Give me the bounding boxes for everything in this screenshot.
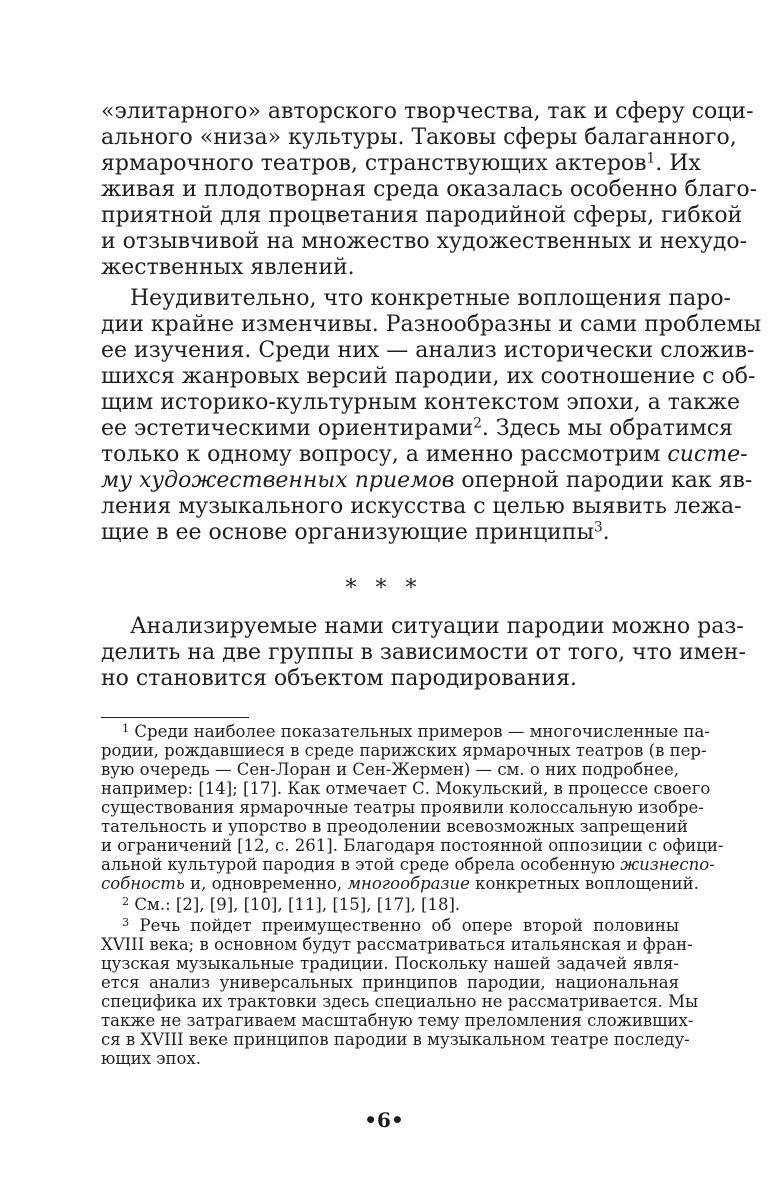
body-line: дии крайне изменчивы. Разнообразны и сами проблемы [101,312,762,337]
italic-term: многообразие [347,874,470,893]
body-line: приятной для процветания пародийной сферы, гибкой [101,203,743,228]
body-line: делить на две группы в зависимости от того, что имен- [101,640,746,665]
body-line: щие в ее основе организующие принципы$^3$. [101,519,610,545]
italic-term: му художественных приемов [101,468,455,493]
footnote-line: $^3$ Речь пойдет преимущественно об опере второй половины [122,915,679,935]
italic-term: собность [101,874,185,893]
footnote-line: ющих эпох. [101,1049,201,1068]
footnote-ref-1: 1 [646,150,656,167]
footnote-line: собность и, одновременно, многообразие конкретных воплощений. [101,874,699,893]
body-line: ярмарочного театров, странствующих актеров$^1$. Их [101,150,701,176]
body-line: но становится объектом пародирования. [101,666,577,691]
footnote-line: существования ярмарочные театры проявили колоссальную изобре- [101,798,704,817]
footnote-line: тательность и упорство в преодолении всевозможных запрещений [101,817,688,836]
footnote-ref-3: 3 [594,519,603,536]
body-line: ее изучения. Среди них — анализ исторически сложив- [101,338,755,363]
body-line: живая и плодотворная среда оказалась особенно благо- [101,177,758,202]
body-line: му художественных приемов оперной пародии как яв- [101,468,753,493]
footnote-line: ся в XVIII веке принципов пародии в музыкальном театре последу- [101,1030,690,1049]
section-separator: * * * [345,576,423,601]
italic-term: систе- [667,442,748,467]
footnote-line: альной культурой пародия в этой среде обрела особенную жизнеспо- [101,855,715,874]
footnote-number: 3 [122,915,130,929]
footnote-line: вую очередь — Сен-Лоран и Сен-Жермен) — см. о них подробнее, [101,760,679,779]
footnote-number: 2 [122,894,130,908]
body-line: щим историко-культурным контекстом эпохи, а также [101,390,741,415]
footnote-line: XVIII века; в основном будут рассматриваться итальянская и фран- [101,935,693,954]
body-line: только к одному вопросу, а именно рассмотрим систе- [101,442,748,467]
body-line: «элитарного» авторского творчества, так и сферу соци- [101,99,754,124]
footnote-line: цузская музыкальные традиции. Поскольку нашей задачей явля- [101,954,679,973]
body-line: и отзывчивой на множество художественных и нехудо- [101,229,748,254]
footnote-line: $^1$ Среди наиболее показательных примеров — многочисленные па- [122,721,710,741]
body-line: ее эстетическими ориентирами$^2$. Здесь мы обратимся [101,415,733,441]
body-line: жественных явлений. [101,255,355,280]
footnote-line: и ограничений [12, с. 261]. Благодаря постоянной оппозиции с офици- [101,836,724,855]
footnote-line: $^2$ См.: [2], [9], [10], [11], [15], [17], [18]. [122,894,461,914]
italic-term: жизнеспо- [620,855,715,874]
body-line: ления музыкального искусства с целью выявить лежа- [101,494,742,519]
body-line: Анализируемые нами ситуации пародии можно раз- [130,614,744,639]
footnote-number: 1 [122,721,130,735]
body-line: шихся жанровых версий пародии, их соотношение с об- [101,364,756,389]
footnote-line: также не затрагиваем масштабную тему преломления сложивших- [101,1011,694,1030]
footnote-line: например: [14]; [17]. Как отмечает С. Мокульский, в процессе своего [101,779,711,798]
footnote-line: специфика их трактовки здесь специально не рассматривается. Мы [101,992,699,1011]
footnote-divider [101,717,249,718]
page-number: •6• [364,1108,404,1132]
footnote-line: ется анализ универсальных принципов пародии, национальная [101,973,679,992]
body-line: ального «низа» культуры. Таковы сферы балаганного, [101,125,737,150]
footnote-ref-2: 2 [473,415,482,432]
body-line: Неудивительно, что конкретные воплощения паро- [130,286,731,311]
footnote-line: родии, рождавшиеся в среде парижских ярмарочных театров (в пер- [101,741,707,760]
